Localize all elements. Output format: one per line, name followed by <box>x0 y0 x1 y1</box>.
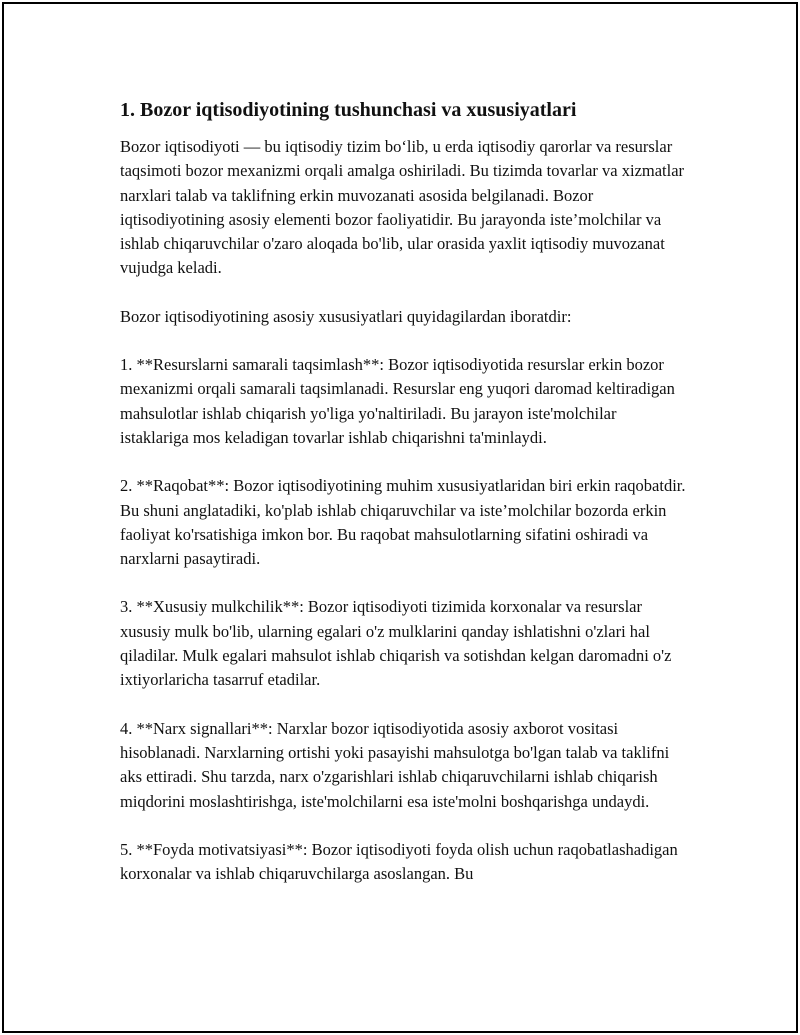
feature-item-private-property: 3. **Xususiy mulkchilik**: Bozor iqtisodiyoti tizimida korxonalar va resurslar xususiy mulk bo'lib, ularning egalari o'z mulklarini qanday ishlatishni o'zlari hal qiladilar. Mulk egalari mahsulot ishlab chiqarish va sotishdan kelgan daromadni o'z ixtiyorlaricha tasarruf etadilar. <box>120 597 672 690</box>
feature-item-price-signals: 4. **Narx signallari**: Narxlar bozor iqtisodiyotida asosiy axborot vositasi hisoblanadi. Narxlarning ortishi yoki pasayishi mahsulotga bo'lgan talab va taklifni aks ettiradi. Shu tarzda, narx o'zgarishlari ishlab chiqaruvchilarni ishlab chiqarish miqdorini moslashtirishga, iste'molchilarni esa iste'molni boshqarishga undaydi. <box>120 718 670 811</box>
document-body <box>120 97 686 910</box>
page-frame <box>2 2 798 1033</box>
feature-item-resource-allocation: 1. **Resurslarni samarali taqsimlash**: Bozor iqtisodiyotida resurslar erkin bozor mexanizmi orqali samarali taqsimlanadi. Resurslar eng yuqori daromad keltiradigan mahsulotlar ishlab chiqarish yo'liga yo'naltiriladi. Bu jarayon iste'molchilar istaklariga mos keladigan tovarlar ishlab chiqarishni ta'minlaydi. <box>120 355 675 447</box>
feature-item-profit-motivation: 5. **Foyda motivatsiyasi**: Bozor iqtisodiyoti foyda olish uchun raqobatlashadigan korxonalar va ishlab chiqaruvchilarga asoslangan. Bu <box>120 839 678 884</box>
section-heading: 1. Bozor iqtisodiyotining tushunchasi va xususiyatlari <box>120 99 577 121</box>
features-lead-paragraph: Bozor iqtisodiyotining asosiy xususiyatlari quyidagilardan iboratdir: <box>120 306 572 326</box>
feature-item-competition: 2. **Raqobat**: Bozor iqtisodiyotining muhim xususiyatlaridan biri erkin raqobatdir. Bu shuni anglatadiki, ko'plab ishlab chiqaruvchilar va iste’molchilar bozorda erkin faoliyat ko'rsatishiga imkon bor. Bu raqobat mahsulotlarning sifatini oshiradi va narxlarni pasaytiradi. <box>120 476 686 569</box>
intro-paragraph: Bozor iqtisodiyoti — bu iqtisodiy tizim bo‘lib, u erda iqtisodiy qarorlar va resurslar taqsimoti bozor mexanizmi orqali amalga oshiriladi. Bu tizimda tovarlar va xizmatlar narxlari talab va taklifning erkin muvozanati asosida belgilanadi. Bozor iqtisodiyotining asosiy elementi bozor faoliyatidir. Bu jarayonda iste’molchilar va ishlab chiqaruvchilar o'zaro aloqada bo'lib, ular orasida yaxlit iqtisodiy muvozanat vujudga keladi. <box>120 137 685 278</box>
